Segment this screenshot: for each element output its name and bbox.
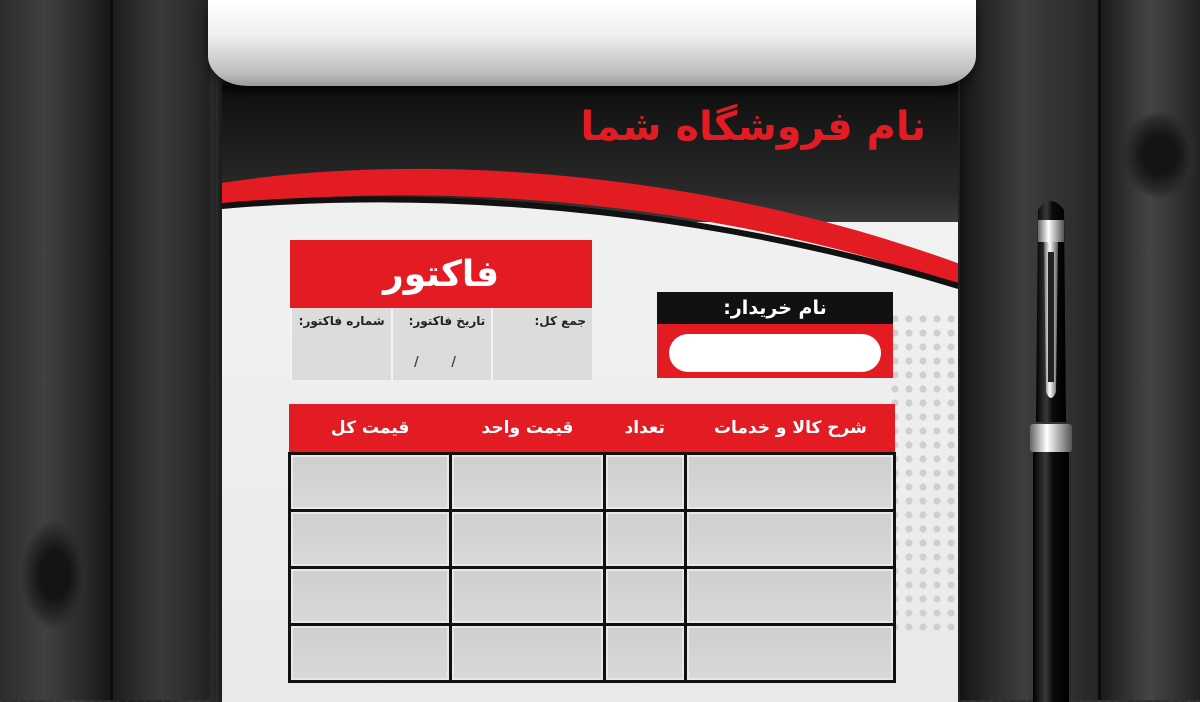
paper-roll-top (208, 0, 976, 86)
invoice-date-field[interactable] (391, 308, 492, 380)
buyer-label: نام خریدار: (657, 292, 893, 324)
table-row (290, 625, 895, 682)
table-row (290, 454, 895, 511)
wood-plank (1100, 0, 1200, 700)
header-quantity: تعداد (604, 404, 685, 454)
header-total-price: قیمت کل (290, 404, 451, 454)
invoice-info-box (290, 240, 592, 380)
cell-description[interactable] (685, 454, 894, 511)
cell-unit-price[interactable] (451, 511, 604, 568)
date-placeholder: / / (413, 355, 470, 370)
pen-icon (1026, 192, 1076, 702)
invoice-fields (290, 308, 592, 380)
invoice-total-field[interactable] (491, 308, 592, 380)
plank-gap (1098, 0, 1101, 700)
invoice-number-field[interactable] (290, 308, 391, 380)
wood-knot (1120, 110, 1200, 200)
dot-pattern (888, 312, 958, 632)
roll-shadow (222, 86, 958, 96)
buyer-box (657, 292, 893, 378)
plank-gap (110, 0, 113, 700)
wood-knot (20, 520, 90, 630)
cell-description[interactable] (685, 568, 894, 625)
header-description: شرح کالا و خدمات (685, 404, 894, 454)
invoice-title: فاکتور (290, 240, 592, 308)
cell-quantity[interactable] (604, 625, 685, 682)
cell-total-price[interactable] (290, 568, 451, 625)
items-table (288, 404, 896, 683)
cell-unit-price[interactable] (451, 454, 604, 511)
shop-name-title: نام فروشگاه شما (580, 104, 926, 150)
wood-plank (112, 0, 210, 700)
invoice-total-label: جمع کل: (534, 314, 586, 328)
cell-quantity[interactable] (604, 454, 685, 511)
cell-description[interactable] (685, 625, 894, 682)
cell-description[interactable] (685, 511, 894, 568)
header-unit-price: قیمت واحد (451, 404, 604, 454)
invoice-date-label: تاریخ فاکتور: (408, 314, 486, 328)
invoice-number-label: شماره فاکتور: (298, 314, 385, 328)
table-row (290, 511, 895, 568)
cell-quantity[interactable] (604, 511, 685, 568)
buyer-name-input[interactable] (669, 334, 881, 372)
invoice-notepad (222, 82, 958, 702)
cell-quantity[interactable] (604, 568, 685, 625)
cell-unit-price[interactable] (451, 625, 604, 682)
cell-total-price[interactable] (290, 454, 451, 511)
cell-total-price[interactable] (290, 625, 451, 682)
cell-total-price[interactable] (290, 511, 451, 568)
table-row (290, 568, 895, 625)
cell-unit-price[interactable] (451, 568, 604, 625)
table-header-row (290, 404, 895, 454)
